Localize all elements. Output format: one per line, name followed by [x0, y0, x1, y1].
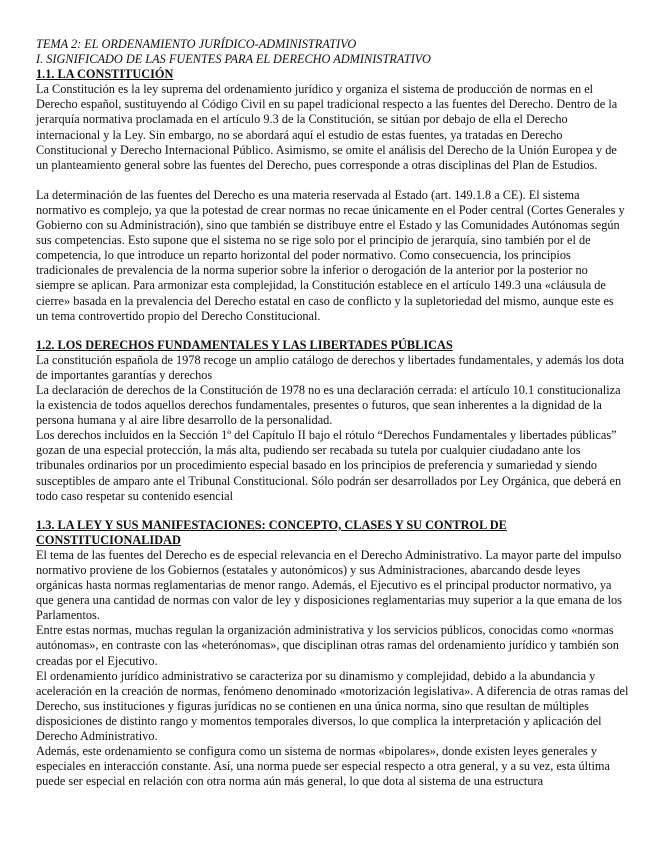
topic-heading: TEMA 2: EL ORDENAMIENTO JURÍDICO-ADMINISTRATIVO — [36, 37, 357, 51]
paragraph: La determinación de las fuentes del Derecho es una materia reservada al Estado (art. 149.1.8 a CE). El sistema normativo es complejo, ya que la potestad de crear normas no recae únicamente en el Poder central (Cortes Generales y Gobierno con su Administración), sino que también se distribuye entre el Estado y las Comunidades Autónomas según sus competencias. Esto supone que el sistema no se rige solo por el principio de jerarquía, sino también por el de competencia, lo que introduce un reparto horizontal del poder normativo. Como consecuencia, los principios tradicionales de prevalencia de la norma superior sobre la inferior o derogación de la anterior por la posterior no siempre se aplican. Para armonizar esta complejidad, la Constitución establece en el artículo 149.3 una «cláusula de cierre» basada en la prevalencia del Derecho estatal en caso de conflicto y la supletoriedad del mismo, aunque este es un tema controvertido propio del Derecho Constitucional. — [36, 187, 625, 323]
paragraph: Entre estas normas, muchas regulan la organización administrativa y los servicios públicos, conocidas como «normas autónomas», en contraste con las «heterónomas», que disciplinan otras ramas del ordenamiento jurídico y también son creadas por el Ejecutivo. — [36, 623, 619, 668]
paragraph: La Constitución es la ley suprema del ordenamiento jurídico y organiza el sistema de producción de normas en el Derecho español, sustituyendo al Código Civil en su papel tradicional respecto a las fuentes del Derecho. Dentro de la jerarquía normativa proclamada en el artículo 9.3 de la Constitución, se sitúan por debajo de ella el Derecho internacional y la Ley. Sin embargo, no se abordará aquí el estudio de estas fuentes, ya tratadas en Derecho Constitucional y Derecho Internacional Público. Asimismo, se omite el análisis del Derecho de la Unión Europea y de un planteamiento general sobre las fuentes del Derecho, pues corresponde a otras disciplinas del Plan de Estudios. — [36, 82, 618, 172]
section-title-ley: 1.3. LA LEY Y SUS MANIFESTACIONES: CONCEPTO, CLASES Y SU CONTROL DE CONSTITUCIONALIDAD — [36, 517, 507, 547]
paragraph: Los derechos incluidos en la Sección 1º del Capítulo II bajo el rótulo “Derechos Fundamentales y libertades públicas” gozan de una especial protección, la más alta, pudiendo ser recabada su tutela por cualquier ciudadano ante los tribunales ordinarios por un procedimiento especial basado en los principios de preferencia y sumariedad y siendo susceptibles de amparo ante el Tribunal Constitucional. Sólo podrán ser desarrollados por Ley Orgánica, que deberá en todo caso respetar su contenido esencial — [36, 428, 622, 503]
paragraph: La declaración de derechos de la Constitución de 1978 no es una declaración cerrada: el artículo 10.1 constitucionaliza la existencia de todos aquellos derechos fundamentales, presentes o futuros, que sean inherentes a la dignidad de la persona humana y al aire libre desarrollo de la personalidad. — [36, 382, 621, 428]
section-title-derechos-fundamentales: 1.2. LOS DERECHOS FUNDAMENTALES Y LAS LIBERTADES PÚBLICAS — [36, 337, 453, 352]
paragraph: La constitución española de 1978 recoge un amplio catálogo de derechos y libertades fundamentales, y además los dota de importantes garantías y derechos — [36, 352, 625, 382]
subtopic-heading: I. SIGNIFICADO DE LAS FUENTES PARA EL DERECHO ADMINISTRATIVO — [36, 52, 431, 67]
paragraph: El ordenamiento jurídico administrativo se caracteriza por su dinamismo y complejidad, debido a la abundancia y aceleración en la creación de normas, fenómeno denominado «motorización legislativa». A diferencia de otras ramas del Derecho, sus instituciones y figuras jurídicas no se contienen en una única norma, sino que resultan de múltiples disposiciones de distinto rango y momentos temporales diversos, lo que complica la interpretación y aplicación del Derecho Administrativo. — [36, 668, 629, 744]
section-title-constitucion: 1.1. LA CONSTITUCIÓN — [36, 67, 174, 82]
paragraph: El tema de las fuentes del Derecho es de especial relevancia en el Derecho Administrativo. La mayor parte del impulso normativo proviene de los Gobiernos (estatales y autonómicos) y sus Administraciones, abarcando desde leyes orgánicas hasta normas reglamentarias de menor rango. Además, el Ejecutivo es el principal productor normativo, ya que genera una cantidad de normas con valor de ley y disposiciones reglamentarias muy superior a la que emana de los Parlamentos. — [36, 547, 622, 623]
paragraph: Además, este ordenamiento se configura como un sistema de normas «bipolares», donde existen leyes generales y especiales en interacción constante. Así, una norma puede ser especial respecto a otra general, y a su vez, esta última puede ser especial en relación con otra norma aún más general, lo que dota al sistema de una estructura — [36, 744, 610, 789]
